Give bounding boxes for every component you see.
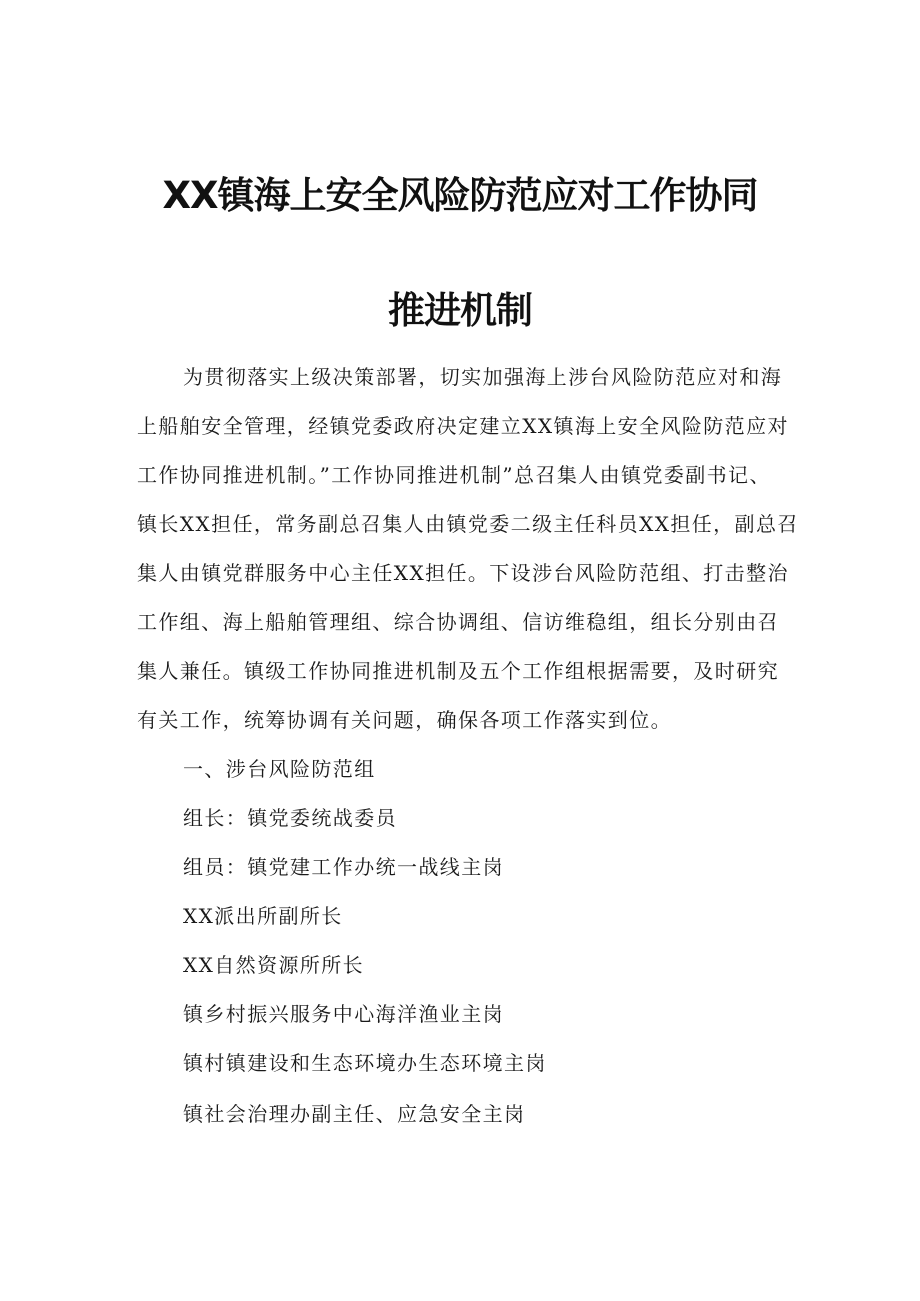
group-member: 镇社会治理办副主任、应急安全主岗 bbox=[183, 1102, 526, 1126]
document-title-line-2: 推进机制 bbox=[388, 289, 532, 332]
intro-line: 集人兼任。镇级工作协同推进机制及五个工作组根据需要，及时研究 bbox=[137, 659, 779, 683]
group-member: 组员：镇党建工作办统一战线主岗 bbox=[183, 855, 504, 879]
group-leader: 组长：镇党委统战委员 bbox=[183, 806, 397, 830]
section-heading: 一、涉台风险防范组 bbox=[183, 757, 376, 781]
intro-line: 为贯彻落实上级决策部署，切实加强海上涉台风险防范应对和海 bbox=[183, 365, 783, 389]
group-member: 镇乡村振兴服务中心海洋渔业主岗 bbox=[183, 1002, 504, 1026]
intro-line: 工作组、海上船舶管理组、综合协调组、信访维稳组，组长分别由召 bbox=[137, 610, 779, 634]
group-member: XX派出所副所长 bbox=[183, 904, 343, 928]
intro-line: 工作协同推进机制。”工作协同推进机制”总召集人由镇党委副书记、 bbox=[137, 463, 771, 487]
group-member: 镇村镇建设和生态环境办生态环境主岗 bbox=[183, 1051, 547, 1075]
intro-line: 上船舶安全管理，经镇党委政府决定建立XX镇海上安全风险防范应对 bbox=[137, 414, 789, 438]
document-title-line-1: XX镇海上安全风险防范应对工作协同 bbox=[162, 174, 758, 217]
intro-line: 集人由镇党群服务中心主任XX担任。下设涉台风险防范组、打击整治 bbox=[137, 561, 789, 585]
intro-line: 有关工作，统筹协调有关问题，确保各项工作落实到位。 bbox=[137, 708, 672, 732]
intro-line: 镇长XX担任，常务副总召集人由镇党委二级主任科员XX担任，副总召 bbox=[137, 512, 799, 536]
group-member: XX自然资源所所长 bbox=[183, 953, 365, 977]
